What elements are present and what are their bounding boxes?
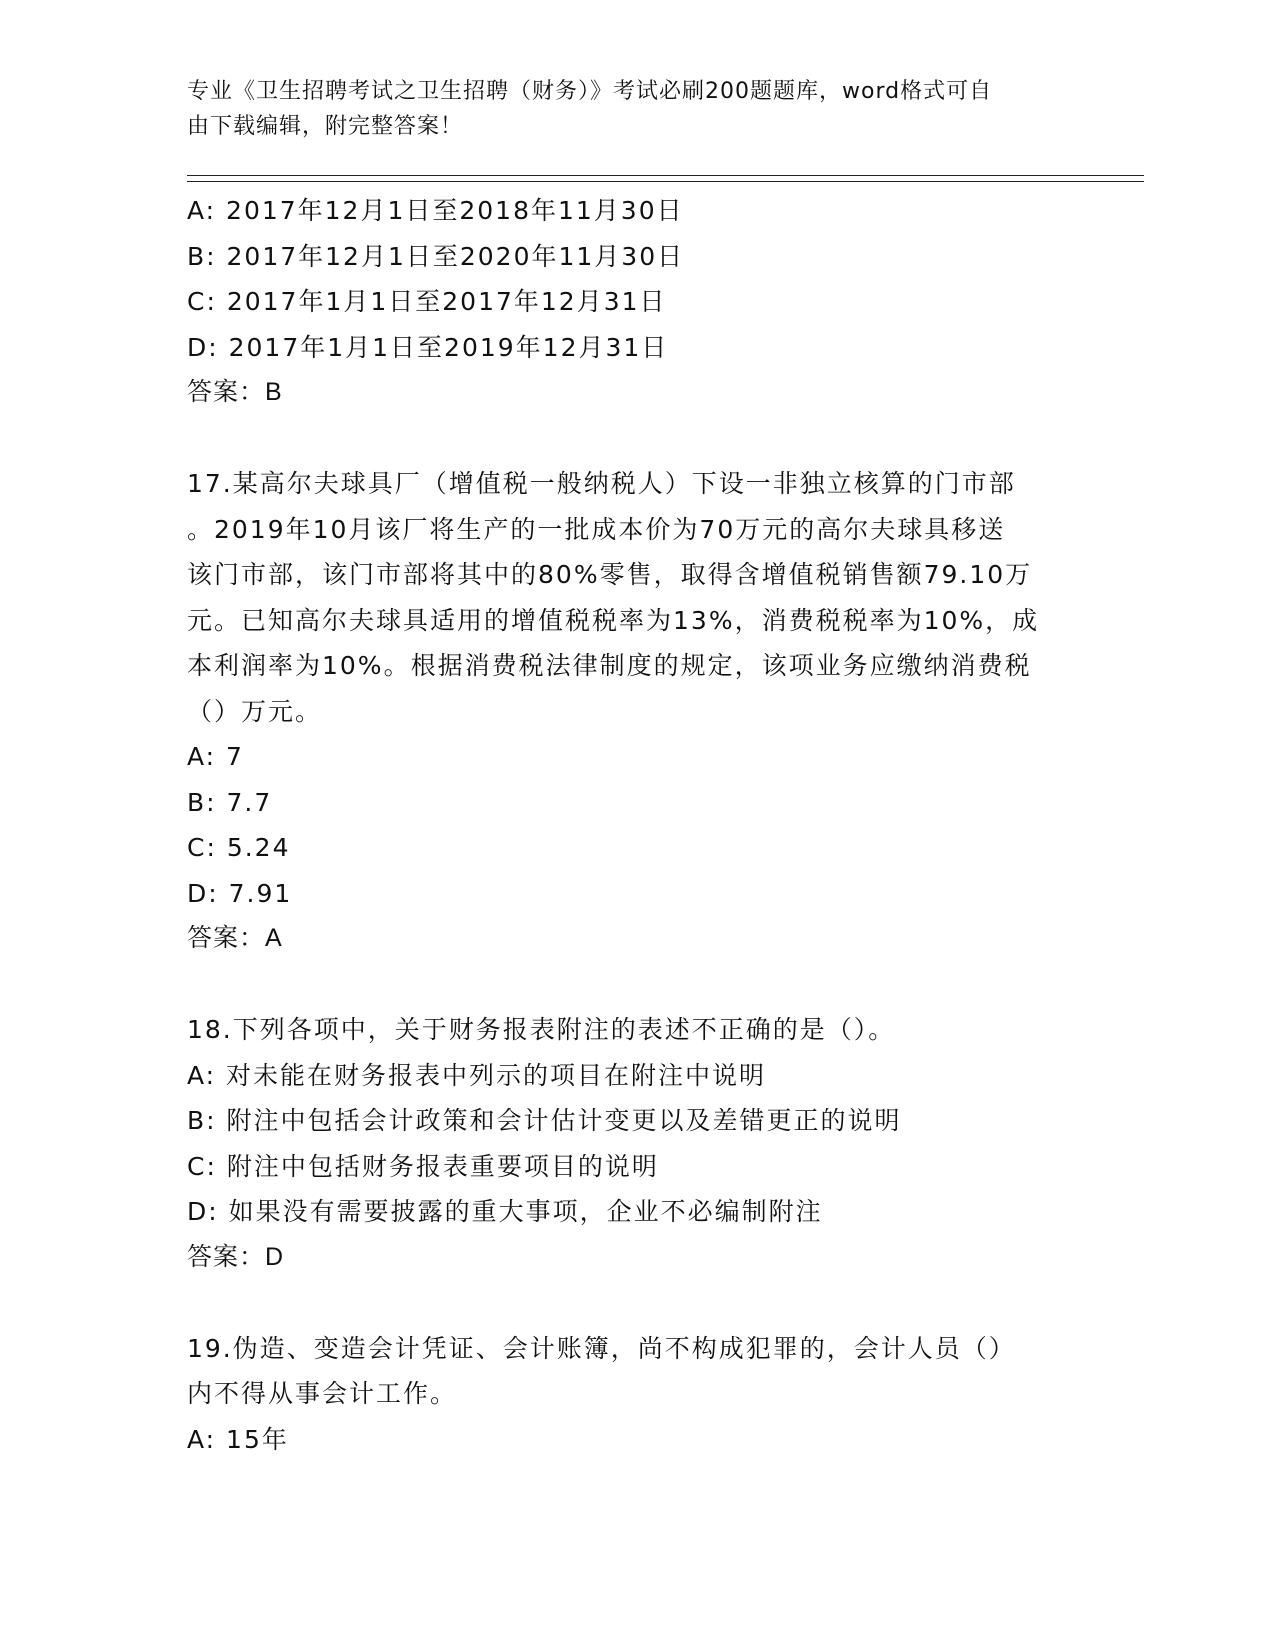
- q16-option-d: D: 2017年1月1日至2019年12月31日: [187, 332, 669, 362]
- page-header: [187, 74, 1067, 144]
- q16-option-c: C: 2017年1月1日至2017年12月31日: [187, 287, 667, 316]
- question-18: [187, 1007, 1087, 1280]
- q18-option-c: C: 附注中包括财务报表重要项目的说明: [187, 1151, 659, 1181]
- q16-option-b: B: 2017年12月1日至2020年11月30日: [187, 241, 685, 271]
- question-17: [187, 461, 1087, 962]
- spacer: [187, 962, 1087, 1008]
- q17-option-c: C: 5.24: [187, 833, 291, 862]
- q17-option-d: D: 7.91: [187, 878, 293, 908]
- q17-option-b: B: 7.7: [187, 787, 273, 817]
- header-title-line-1: 专业《卫生招聘考试之卫生招聘（财务）》考试必刷200题题库，word格式可自: [187, 79, 993, 104]
- q18-option-d: D: 如果没有需要披露的重大事项，企业不必编制附注: [187, 1197, 823, 1226]
- q17-stem-line-5: 本利润率为10%。根据消费税法律制度的规定，该项业务应缴纳消费税: [187, 651, 1032, 680]
- q18-stem-line-1: 18.下列各项中，关于财务报表附注的表述不正确的是（）。: [187, 1015, 896, 1044]
- header-rule-bottom: [187, 181, 1144, 182]
- q18-option-a: A: 对未能在财务报表中列示的项目在附注中说明: [187, 1060, 767, 1090]
- q16-option-a: A: 2017年12月1日至2018年11月30日: [187, 196, 684, 225]
- q18-option-b: B: 附注中包括会计政策和会计估计变更以及差错更正的说明: [187, 1106, 902, 1135]
- q17-option-a: A: 7: [187, 742, 244, 771]
- question-19: [187, 1326, 1087, 1463]
- spacer: [187, 416, 1087, 462]
- q17-stem-line-3: 该门市部，该门市部将其中的80%零售，取得含增值税销售额79.10万: [187, 560, 1033, 589]
- header-rule-top: [187, 175, 1144, 176]
- q17-stem-line-2: 。2019年10月该厂将生产的一批成本价为70万元的高尔夫球具移送: [187, 514, 1006, 544]
- question-content: [187, 188, 1087, 1462]
- q18-answer: 答案：D: [187, 1242, 285, 1271]
- q19-option-a: A: 15年: [187, 1424, 289, 1454]
- q16-answer: 答案：B: [187, 378, 283, 406]
- q17-stem-line-1: 17.某高尔夫球具厂（增值税一般纳税人）下设一非独立核算的门市部: [187, 469, 1016, 498]
- q17-stem-line-4: 元。已知高尔夫球具适用的增值税税率为13%，消费税税率为10%，成: [187, 605, 1040, 635]
- q19-stem-line-2: 内不得从事会计工作。: [187, 1379, 458, 1408]
- q17-answer: 答案：A: [187, 924, 283, 952]
- q19-stem-line-1: 19.伪造、变造会计凭证、会计账簿，尚不构成犯罪的，会计人员（）: [187, 1333, 1016, 1363]
- question-16: [187, 188, 1087, 416]
- spacer: [187, 1280, 1087, 1326]
- q17-stem-line-6: （）万元。: [187, 696, 323, 726]
- header-title-line-2: 由下载编辑，附完整答案！: [187, 114, 464, 139]
